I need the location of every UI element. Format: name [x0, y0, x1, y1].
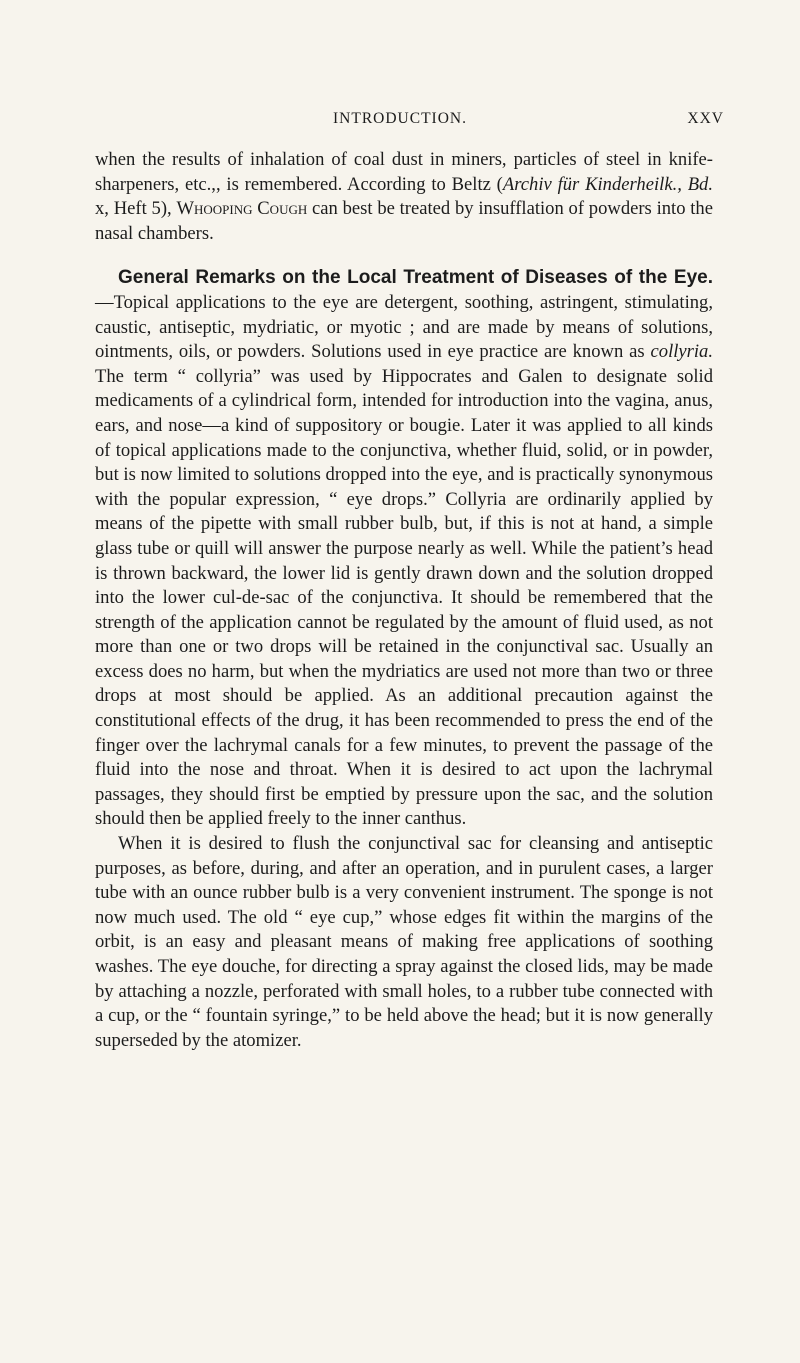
- journal-citation: Archiv für Kinderheilk., Bd.: [502, 173, 713, 195]
- page-number: XXV: [687, 110, 724, 127]
- running-header: [0, 104, 800, 134]
- paragraph-eye-treatment: [95, 266, 713, 832]
- paragraph-text: x, Heft 5),: [95, 198, 177, 220]
- paragraph-text: The term “ collyria” was used by Hippocrates and Galen to designate solid medicaments of a cylindrical form, intended for introduction into the vagina, anus, ears, and nose—a kind of suppository or bougie. Later it was applied to all kinds of topical applications made to the conjunctiva, whether fluid, solid, or in powder, but is now limited to solutions dropped into the eye, and is practically synonymous with the popular expression, “ eye drops.” Collyria are ordinarily applied by means of the pipette with small rubber bulb, but, if this is not at hand, a simple glass tube or quill will answer the purpose nearly as well. While the patient’s head is thrown backward, the lower lid is gently drawn down and the solution dropped into the lower cul-de-sac of the conjunctiva. It should be remembered that the strength of the application cannot be regulated by the amount of fluid used, as not more than one or two drops will be retained in the conjunctival sac. Usually an excess does no harm, but when the mydriatics are used not more than two or three drops at most should be applied. As an additional precaution against the constitutional effects of the drug, it has been recommended to press the end of the finger over the lachrymal canals for a few minutes, to prevent the passage of the fluid into the nose and throat. When it is desired to act upon the lachrymal passages, they should first be emptied by pressure upon the sac, and the solution should then be applied freely to the inner canthus.: [95, 365, 713, 830]
- paragraph-text: when the results of inhalation of coal dust in miners, particles of steel in knife-sharpeners, etc.,, is remembered. According to Beltz (: [95, 149, 713, 195]
- paragraph-whooping-cough: [95, 148, 713, 246]
- section-heading: General Remarks on the Local Treatment of Diseases of the Eye.: [118, 267, 713, 289]
- body-text: [95, 148, 713, 1053]
- paragraph-text: —Topical applications to the eye are detergent, soothing, astringent, stimulating, caustic, antiseptic, mydriatic, or myotic ; and are made by means of solutions, ointments, oils, or powders. Solutions used in eye practice are known as: [95, 291, 713, 363]
- disease-term: Whooping Cough: [176, 198, 308, 220]
- paragraph-text: can best be treated by insufflation of powders into the nasal chambers.: [95, 198, 713, 244]
- paragraph-text: When it is desired to flush the conjunctival sac for cleansing and antiseptic purposes, as before, during, and after an operation, and in purulent cases, a larger tube with an ounce rubber bulb is a very convenient instrument. The sponge is not now much used. The old “ eye cup,” whose edges fit within the margins of the orbit, is an easy and pleasant means of making free applications of soothing washes. The eye douche, for directing a spray against the closed lids, may be made by attaching a nozzle, perforated with small holes, to a rubber tube connected with a cup, or the “ fountain syringe,” to be held above the head; but it is now generally superseded by the atomizer.: [95, 833, 713, 1051]
- paragraph-flush-sac: [95, 832, 713, 1053]
- running-title: INTRODUCTION.: [333, 110, 467, 127]
- term-collyria: collyria.: [650, 341, 713, 363]
